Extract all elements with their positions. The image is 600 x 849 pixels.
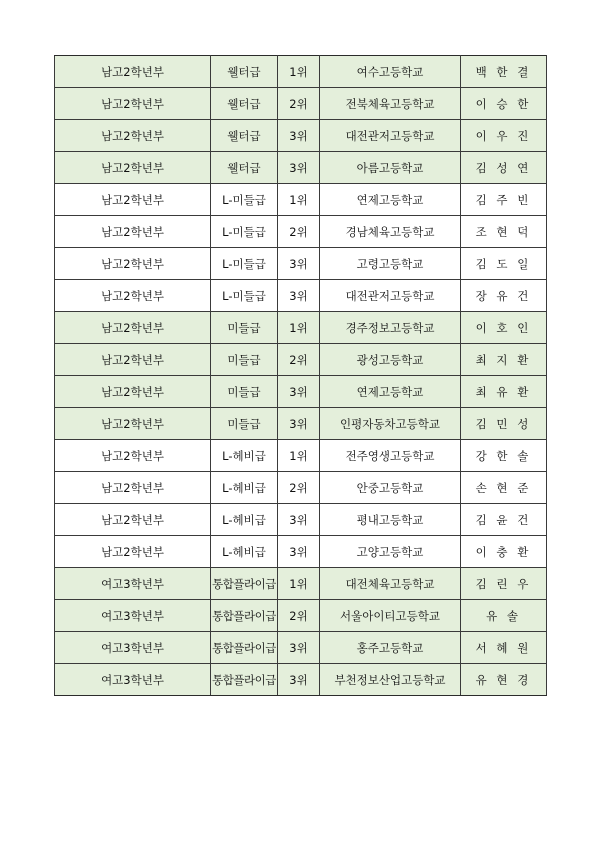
- table-row: [55, 56, 547, 88]
- rank-cell: 2위: [278, 88, 320, 120]
- rank-cell: 2위: [278, 600, 320, 632]
- division-cell: 남고2학년부: [55, 152, 211, 184]
- school-cell: 광성고등학교: [320, 344, 461, 376]
- weight-class-cell: L-미들급: [211, 216, 278, 248]
- weight-class-cell: L-헤비급: [211, 472, 278, 504]
- athlete-name-cell: 유 솔: [461, 600, 547, 632]
- division-cell: 남고2학년부: [55, 56, 211, 88]
- division-cell: 남고2학년부: [55, 248, 211, 280]
- athlete-name-cell: 조 현 덕: [461, 216, 547, 248]
- school-cell: 고령고등학교: [320, 248, 461, 280]
- school-cell: 여수고등학교: [320, 56, 461, 88]
- weight-class-cell: 미들급: [211, 408, 278, 440]
- table-row: [55, 280, 547, 312]
- rank-cell: 3위: [278, 632, 320, 664]
- weight-class-cell: L-미들급: [211, 248, 278, 280]
- table-row: [55, 440, 547, 472]
- athlete-name-cell: 이 우 진: [461, 120, 547, 152]
- rank-cell: 3위: [278, 536, 320, 568]
- rank-cell: 3위: [278, 280, 320, 312]
- rank-cell: 2위: [278, 216, 320, 248]
- division-cell: 남고2학년부: [55, 184, 211, 216]
- rank-cell: 1위: [278, 312, 320, 344]
- rank-cell: 2위: [278, 472, 320, 504]
- weight-class-cell: 통합플라이급: [211, 664, 278, 696]
- weight-class-cell: L-헤비급: [211, 504, 278, 536]
- table-row: [55, 664, 547, 696]
- weight-class-cell: 웰터급: [211, 120, 278, 152]
- division-cell: 남고2학년부: [55, 120, 211, 152]
- weight-class-cell: L-미들급: [211, 280, 278, 312]
- table-row: [55, 152, 547, 184]
- athlete-name-cell: 서 혜 원: [461, 632, 547, 664]
- school-cell: 대전체육고등학교: [320, 568, 461, 600]
- school-cell: 고양고등학교: [320, 536, 461, 568]
- division-cell: 남고2학년부: [55, 280, 211, 312]
- table-row: [55, 248, 547, 280]
- weight-class-cell: 미들급: [211, 376, 278, 408]
- athlete-name-cell: 백 한 결: [461, 56, 547, 88]
- athlete-name-cell: 김 윤 건: [461, 504, 547, 536]
- school-cell: 안중고등학교: [320, 472, 461, 504]
- division-cell: 남고2학년부: [55, 344, 211, 376]
- weight-class-cell: 통합플라이급: [211, 632, 278, 664]
- table-row: [55, 568, 547, 600]
- school-cell: 전북체육고등학교: [320, 88, 461, 120]
- school-cell: 전주영생고등학교: [320, 440, 461, 472]
- weight-class-cell: 웰터급: [211, 152, 278, 184]
- division-cell: 여고3학년부: [55, 632, 211, 664]
- weight-class-cell: 통합플라이급: [211, 568, 278, 600]
- athlete-name-cell: 김 린 우: [461, 568, 547, 600]
- results-table-body: [55, 56, 547, 696]
- rank-cell: 3위: [278, 120, 320, 152]
- weight-class-cell: 미들급: [211, 312, 278, 344]
- table-row: [55, 472, 547, 504]
- division-cell: 여고3학년부: [55, 664, 211, 696]
- school-cell: 대전관저고등학교: [320, 280, 461, 312]
- school-cell: 경주정보고등학교: [320, 312, 461, 344]
- table-row: [55, 376, 547, 408]
- athlete-name-cell: 장 유 건: [461, 280, 547, 312]
- athlete-name-cell: 김 성 연: [461, 152, 547, 184]
- table-row: [55, 632, 547, 664]
- table-row: [55, 120, 547, 152]
- athlete-name-cell: 김 도 일: [461, 248, 547, 280]
- division-cell: 남고2학년부: [55, 440, 211, 472]
- division-cell: 남고2학년부: [55, 312, 211, 344]
- athlete-name-cell: 유 현 경: [461, 664, 547, 696]
- school-cell: 대전관저고등학교: [320, 120, 461, 152]
- athlete-name-cell: 이 호 인: [461, 312, 547, 344]
- school-cell: 경남체육고등학교: [320, 216, 461, 248]
- results-table: [54, 55, 547, 696]
- school-cell: 서울아이티고등학교: [320, 600, 461, 632]
- rank-cell: 3위: [278, 248, 320, 280]
- division-cell: 여고3학년부: [55, 568, 211, 600]
- weight-class-cell: 웰터급: [211, 88, 278, 120]
- school-cell: 인평자동차고등학교: [320, 408, 461, 440]
- division-cell: 남고2학년부: [55, 376, 211, 408]
- athlete-name-cell: 최 유 환: [461, 376, 547, 408]
- division-cell: 남고2학년부: [55, 88, 211, 120]
- school-cell: 홍주고등학교: [320, 632, 461, 664]
- school-cell: 평내고등학교: [320, 504, 461, 536]
- table-row: [55, 184, 547, 216]
- division-cell: 남고2학년부: [55, 408, 211, 440]
- division-cell: 남고2학년부: [55, 216, 211, 248]
- weight-class-cell: 웰터급: [211, 56, 278, 88]
- rank-cell: 3위: [278, 152, 320, 184]
- table-row: [55, 600, 547, 632]
- table-row: [55, 536, 547, 568]
- athlete-name-cell: 이 충 환: [461, 536, 547, 568]
- athlete-name-cell: 최 지 환: [461, 344, 547, 376]
- division-cell: 남고2학년부: [55, 504, 211, 536]
- rank-cell: 1위: [278, 56, 320, 88]
- rank-cell: 3위: [278, 408, 320, 440]
- athlete-name-cell: 강 한 솔: [461, 440, 547, 472]
- athlete-name-cell: 손 현 준: [461, 472, 547, 504]
- table-row: [55, 504, 547, 536]
- athlete-name-cell: 김 주 빈: [461, 184, 547, 216]
- school-cell: 연제고등학교: [320, 376, 461, 408]
- rank-cell: 1위: [278, 184, 320, 216]
- weight-class-cell: L-헤비급: [211, 536, 278, 568]
- table-row: [55, 408, 547, 440]
- table-row: [55, 216, 547, 248]
- weight-class-cell: L-헤비급: [211, 440, 278, 472]
- rank-cell: 1위: [278, 440, 320, 472]
- division-cell: 남고2학년부: [55, 536, 211, 568]
- weight-class-cell: L-미들급: [211, 184, 278, 216]
- school-cell: 연제고등학교: [320, 184, 461, 216]
- school-cell: 부천정보산업고등학교: [320, 664, 461, 696]
- rank-cell: 3위: [278, 664, 320, 696]
- weight-class-cell: 미들급: [211, 344, 278, 376]
- school-cell: 아름고등학교: [320, 152, 461, 184]
- rank-cell: 2위: [278, 344, 320, 376]
- athlete-name-cell: 이 승 한: [461, 88, 547, 120]
- division-cell: 남고2학년부: [55, 472, 211, 504]
- table-row: [55, 344, 547, 376]
- weight-class-cell: 통합플라이급: [211, 600, 278, 632]
- division-cell: 여고3학년부: [55, 600, 211, 632]
- rank-cell: 1위: [278, 568, 320, 600]
- table-row: [55, 312, 547, 344]
- rank-cell: 3위: [278, 376, 320, 408]
- athlete-name-cell: 김 민 성: [461, 408, 547, 440]
- table-row: [55, 88, 547, 120]
- rank-cell: 3위: [278, 504, 320, 536]
